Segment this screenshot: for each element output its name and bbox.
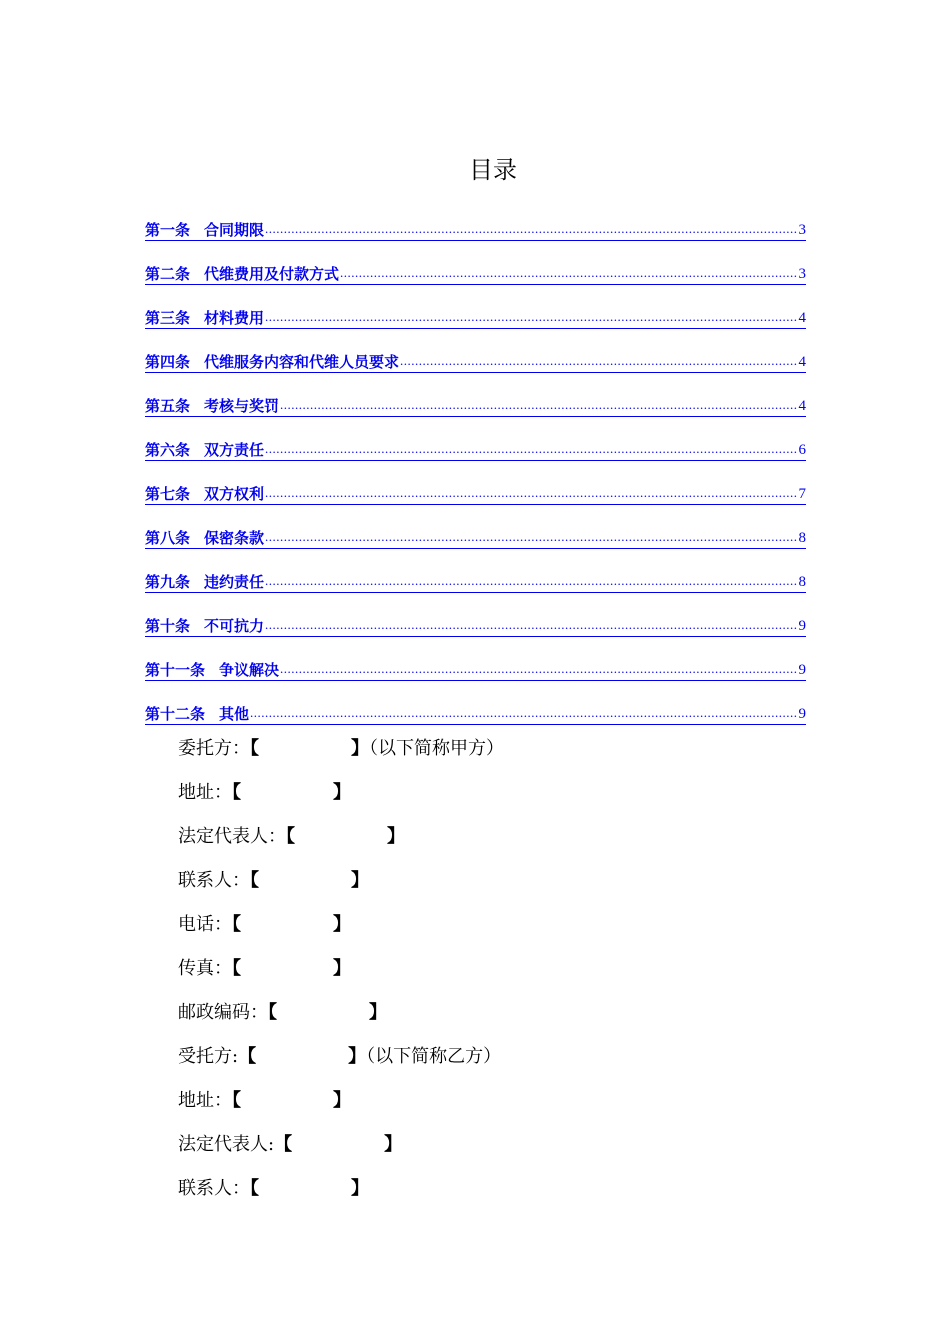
toc-entry-label: 双方权利 bbox=[204, 485, 265, 503]
field-label: 联系人： bbox=[178, 1178, 250, 1199]
bracket-close: 】 bbox=[333, 914, 351, 935]
toc-entry-label: 不可抗力 bbox=[204, 617, 265, 635]
bracket-open: 【 bbox=[274, 1134, 293, 1155]
toc-entry-label: 考核与奖罚 bbox=[204, 397, 280, 415]
toc-entry-number: 第二条 bbox=[145, 265, 191, 283]
party-client-contact bbox=[178, 869, 369, 893]
toc-dot-leader bbox=[400, 351, 797, 371]
toc-entry-page: 8 bbox=[798, 530, 806, 546]
party-contractor-name bbox=[178, 1045, 501, 1069]
toc-entry-5[interactable] bbox=[145, 392, 806, 417]
toc-entry-10[interactable] bbox=[145, 612, 806, 637]
toc-entry-page: 4 bbox=[798, 354, 806, 370]
toc-entry-page: 4 bbox=[798, 398, 806, 414]
toc-entry-11[interactable] bbox=[145, 656, 806, 681]
field-suffix: （以下简称甲方） bbox=[369, 738, 504, 759]
party-client-legal-rep bbox=[178, 825, 405, 849]
toc-entry-page: 9 bbox=[798, 662, 806, 678]
bracket-close: 】 bbox=[333, 1090, 351, 1111]
toc-entry-page: 4 bbox=[798, 310, 806, 326]
toc-dot-leader bbox=[265, 439, 797, 459]
bracket-close: 】 bbox=[387, 826, 405, 847]
field-suffix: （以下简称乙方） bbox=[366, 1046, 502, 1067]
toc-entry-number: 第六条 bbox=[145, 441, 191, 459]
bracket-open: 【 bbox=[286, 826, 295, 847]
toc-entry-6[interactable] bbox=[145, 436, 806, 461]
toc-entry-number: 第四条 bbox=[145, 353, 191, 371]
party-client-name bbox=[178, 737, 504, 761]
toc-entry-label: 材料费用 bbox=[204, 309, 265, 327]
toc-entry-1[interactable] bbox=[145, 216, 806, 241]
toc-entry-number: 第九条 bbox=[145, 573, 191, 591]
toc-entry-label: 违约责任 bbox=[204, 573, 265, 591]
field-label: 电话： bbox=[178, 914, 232, 935]
toc-dot-leader bbox=[265, 527, 797, 547]
field-label: 法定代表人： bbox=[178, 826, 286, 847]
party-contractor-legal-rep bbox=[178, 1133, 402, 1157]
party-client-address bbox=[178, 781, 351, 805]
toc-entry-number: 第八条 bbox=[145, 529, 191, 547]
bracket-open: 【 bbox=[238, 1046, 257, 1067]
toc-entry-8[interactable] bbox=[145, 524, 806, 549]
toc-entry-page: 3 bbox=[798, 266, 806, 282]
toc-entry-3[interactable] bbox=[145, 304, 806, 329]
party-contractor-contact bbox=[178, 1177, 369, 1201]
toc-entry-12[interactable] bbox=[145, 700, 806, 725]
bracket-open: 【 bbox=[250, 738, 259, 759]
bracket-close: 】 bbox=[351, 870, 369, 891]
bracket-close: 】 bbox=[384, 1134, 403, 1155]
field-label: 邮政编码： bbox=[178, 1002, 268, 1023]
toc-entry-number: 第七条 bbox=[145, 485, 191, 503]
toc-entry-number: 第三条 bbox=[145, 309, 191, 327]
toc-entry-page: 3 bbox=[798, 222, 806, 238]
bracket-open: 【 bbox=[268, 1002, 277, 1023]
toc-entry-7[interactable] bbox=[145, 480, 806, 505]
party-client-fax bbox=[178, 957, 351, 981]
bracket-close: 】 bbox=[333, 958, 351, 979]
party-client-postcode bbox=[178, 1001, 387, 1025]
bracket-open: 【 bbox=[232, 958, 241, 979]
bracket-close: 】 bbox=[348, 1046, 367, 1067]
toc-dot-leader bbox=[265, 483, 797, 503]
toc-entry-number: 第十条 bbox=[145, 617, 191, 635]
field-label: 联系人： bbox=[178, 870, 250, 891]
toc-entry-number: 第十一条 bbox=[145, 661, 206, 679]
toc-title: 目录 bbox=[469, 156, 517, 184]
toc-entry-2[interactable] bbox=[145, 260, 806, 285]
bracket-close: 】 bbox=[351, 1178, 369, 1199]
party-client-phone bbox=[178, 913, 351, 937]
toc-dot-leader bbox=[265, 219, 797, 239]
toc-entry-number: 第十二条 bbox=[145, 705, 206, 723]
toc-dot-leader bbox=[280, 395, 797, 415]
toc-entry-label: 合同期限 bbox=[204, 221, 265, 239]
bracket-open: 【 bbox=[232, 1090, 241, 1111]
field-label: 地址： bbox=[178, 1090, 232, 1111]
bracket-open: 【 bbox=[232, 914, 241, 935]
bracket-close: 】 bbox=[351, 738, 369, 759]
toc-dot-leader bbox=[250, 703, 797, 723]
toc-dot-leader bbox=[280, 659, 797, 679]
toc-entry-page: 8 bbox=[798, 574, 806, 590]
toc-dot-leader bbox=[265, 307, 797, 327]
field-label: 委托方： bbox=[178, 738, 250, 759]
toc-entry-page: 7 bbox=[798, 486, 806, 502]
toc-entry-page: 9 bbox=[798, 706, 806, 722]
toc-dot-leader bbox=[265, 615, 797, 635]
field-label: 法定代表人: bbox=[178, 1134, 275, 1155]
toc-entry-label: 双方责任 bbox=[204, 441, 265, 459]
toc-entry-page: 6 bbox=[798, 442, 806, 458]
party-contractor-address bbox=[178, 1089, 351, 1113]
toc-entry-label: 争议解决 bbox=[219, 661, 280, 679]
toc-entry-number: 第五条 bbox=[145, 397, 191, 415]
toc-entry-label: 代维费用及付款方式 bbox=[204, 265, 340, 283]
bracket-open: 【 bbox=[250, 1178, 259, 1199]
toc-entry-label: 保密条款 bbox=[204, 529, 265, 547]
toc-entry-9[interactable] bbox=[145, 568, 806, 593]
toc-entry-page: 9 bbox=[798, 618, 806, 634]
field-label: 地址： bbox=[178, 782, 232, 803]
toc-entry-label: 其他 bbox=[219, 705, 250, 723]
toc-dot-leader bbox=[340, 263, 797, 283]
field-label: 传真： bbox=[178, 958, 232, 979]
bracket-close: 】 bbox=[333, 782, 351, 803]
field-label: 受托方: bbox=[178, 1046, 239, 1067]
toc-entry-4[interactable] bbox=[145, 348, 806, 373]
toc-entry-label: 代维服务内容和代维人员要求 bbox=[204, 353, 400, 371]
toc-entry-number: 第一条 bbox=[145, 221, 191, 239]
bracket-open: 【 bbox=[250, 870, 259, 891]
bracket-close: 】 bbox=[369, 1002, 387, 1023]
toc-dot-leader bbox=[265, 571, 797, 591]
bracket-open: 【 bbox=[232, 782, 241, 803]
